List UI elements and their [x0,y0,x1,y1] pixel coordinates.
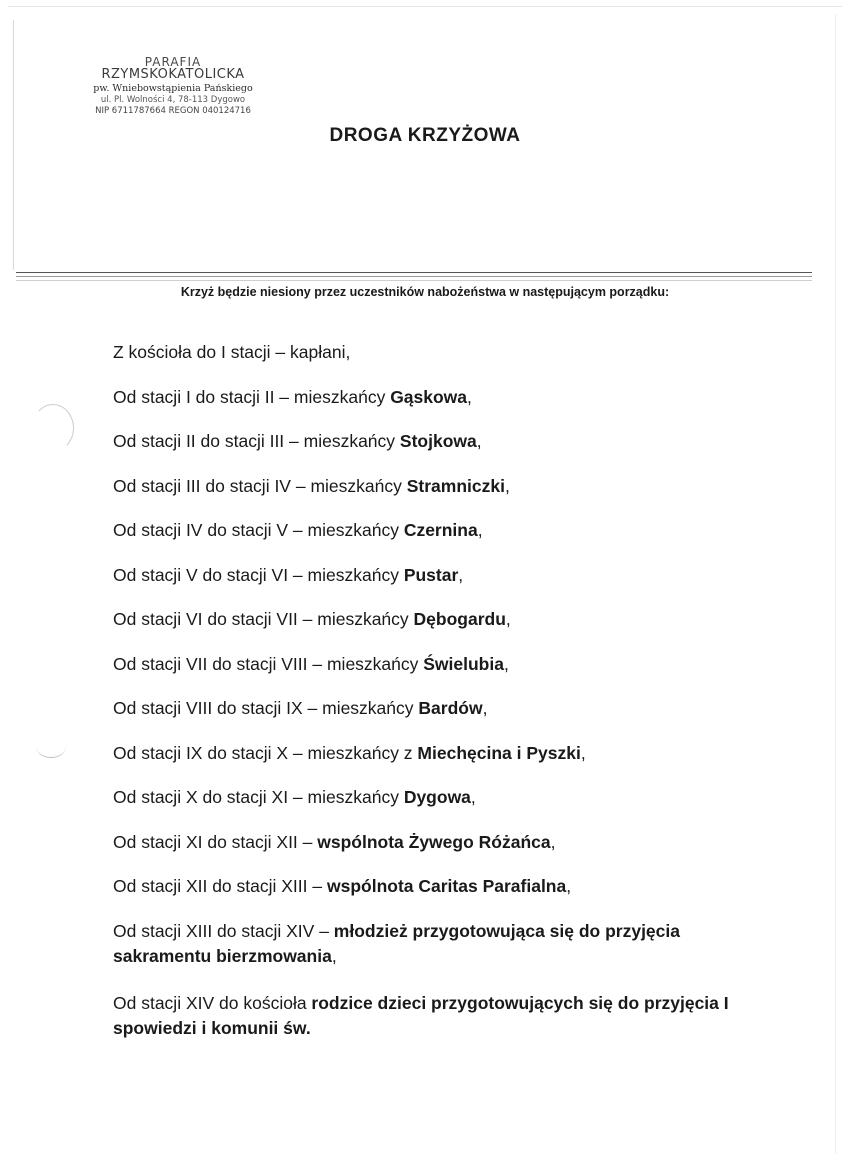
document-subtitle: Krzyż będzie niesiony przez uczestników nabożeństwa w następującym porządku: [180,285,670,299]
station-item: Od stacji V do stacji VI – mieszkańcy Pustar, [113,564,464,585]
station-list [113,340,813,1063]
station-item: Od stacji XIV do kościoła rodzice dzieci przygotowujących się do przyjęcia I spowiedzi i komunii św. [113,992,729,1038]
divider-rule [16,272,812,273]
station-item: Od stacji VI do stacji VII – mieszkańcy Dębogardu, [113,609,511,629]
station-item: Od stacji IV do stacji V – mieszkańcy Czernina, [113,520,483,540]
station-item: Od stacji VIII do stacji IX – mieszkańcy Bardów, [113,698,488,718]
station-item: Od stacji I do stacji II – mieszkańcy Gąskowa, [113,386,472,407]
stamp-line-5: NIP 6711787664 REGON 040124716 [95,106,251,116]
scan-mark [32,404,74,452]
station-item: Od stacji XIII do stacji XIV – młodzież przygotowująca się do przyjęcia sakramentu bierzmowania, [113,920,680,966]
station-item: Od stacji IX do stacji X – mieszkańcy z Miechęcina i Pyszki, [113,742,586,763]
station-item: Od stacji X do stacji XI – mieszkańcy Dygowa, [113,787,476,807]
parish-stamp [78,55,268,116]
divider-rule [16,280,812,281]
stamp-line-2: RZYMSKOKATOLICKA [101,67,245,82]
stamp-line-4: ul. Pl. Wolności 4, 78-113 Dygowo [100,95,246,105]
scan-mark [36,735,66,758]
station-item: Od stacji II do stacji III – mieszkańcy Stojkowa, [113,431,482,451]
station-item: Od stacji III do stacji IV – mieszkańcy Stramniczki, [113,475,510,496]
stamp-line-3: pw. Wniebowstąpienia Pańskiego [93,83,253,94]
divider-rule [16,276,812,277]
stamp-line-1: PARAFIA [144,55,202,69]
station-item: Z kościoła do I stacji – kapłani, [113,342,351,362]
station-item: Od stacji VII do stacji VIII – mieszkańcy Świelubia, [113,653,509,674]
scan-edge-right [835,14,836,1154]
document-title: DROGA KRZYŻOWA [329,125,521,146]
scan-edge-top [8,6,842,7]
station-item: Od stacji XII do stacji XIII – wspólnota Caritas Parafialna, [113,876,572,896]
station-item: Od stacji XI do stacji XII – wspólnota Żywego Różańca, [113,831,556,852]
